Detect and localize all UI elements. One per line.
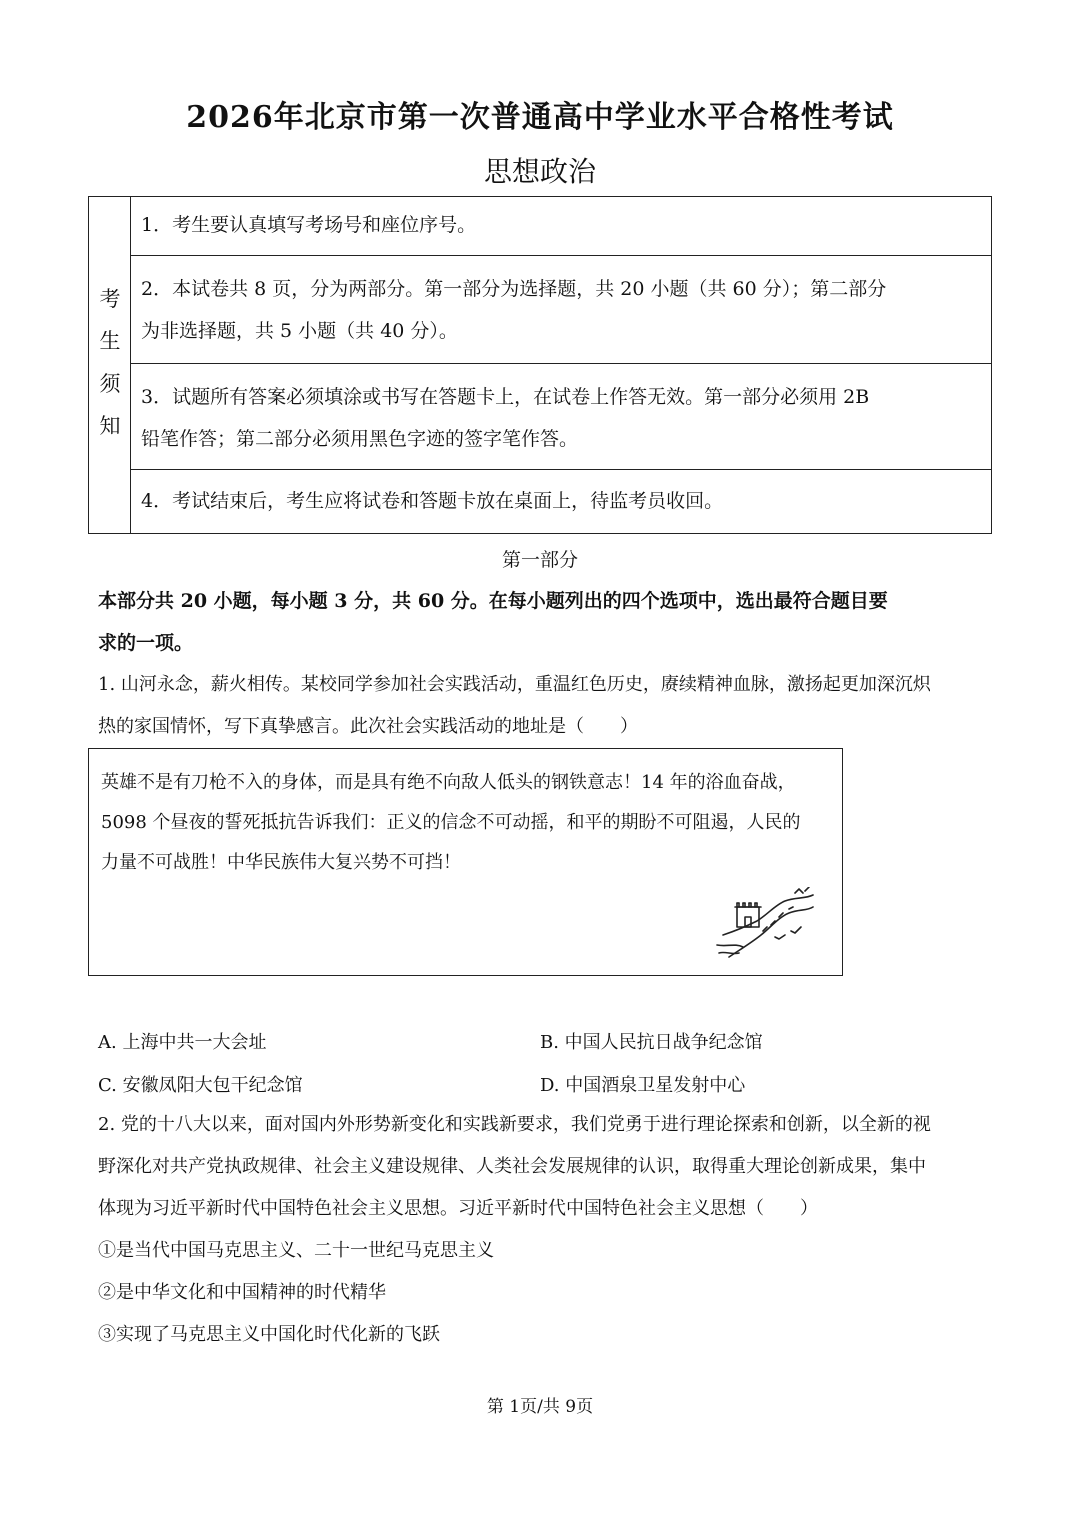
- q1-quote-box: [88, 748, 843, 976]
- q2-line: 体现为习近平新时代中国特色社会主义思想。习近平新时代中国特色社会主义思想（ ）: [98, 1198, 818, 1219]
- q2-statement-1: ①是当代中国马克思主义、二十一世纪马克思主义: [98, 1240, 494, 1261]
- page-number: 第 1页/共 9页: [486, 1397, 594, 1417]
- notice-item-3-line1: 3．试题所有答案必须填涂或书写在答题卡上，在试卷上作答无效。第一部分必须用 2B: [141, 386, 870, 408]
- notice-side-label: [89, 197, 131, 533]
- question-2-stem: [98, 1104, 988, 1356]
- notice-item-1: 1．考生要认真填写考场号和座位序号。: [141, 214, 477, 236]
- quote-line: 力量不可战胜！中华民族伟大复兴势不可挡！: [101, 852, 461, 873]
- notice-table: [88, 196, 992, 534]
- q1-line2: 热的家国情怀，写下真挚感言。此次社会实践活动的地址是（ ）: [98, 716, 638, 737]
- quote-line: 5098 个昼夜的誓死抵抗告诉我们：正义的信念不可动摇，和平的期盼不可阻遏，人民的: [101, 812, 801, 833]
- q1-quote-text: [101, 763, 829, 883]
- notice-item-2-line2: 为非选择题，共 5 小题（共 40 分）。: [141, 320, 458, 342]
- q2-statement-3: ③实现了马克思主义中国化时代化新的飞跃: [98, 1324, 440, 1345]
- subject-title: 思想政治: [483, 155, 596, 188]
- part-heading: 第一部分: [501, 549, 578, 571]
- question-1-stem: [98, 664, 988, 748]
- q1-option-b: B. 中国人民抗日战争纪念馆: [540, 1032, 763, 1053]
- q2-line: 野深化对共产党执政规律、社会主义建设规律、人类社会发展规律的认识，取得重大理论创新成果，集中: [98, 1156, 926, 1177]
- instruction-line1: 本部分共 20 小题，每小题 3 分，共 60 分。在每小题列出的四个选项中，选出最符合题目要: [98, 590, 888, 612]
- notice-item-3-line2: 铅笔作答；第二部分必须用黑色字迹的签字笔作答。: [141, 428, 579, 450]
- side-char: 知: [99, 414, 121, 438]
- q2-line: 2. 党的十八大以来，面对国内外形势新变化和实践新要求，我们党勇于进行理论探索和创新，以全新的视: [98, 1114, 931, 1135]
- instruction-line2: 求的一项。: [98, 632, 194, 654]
- quote-line: 英雄不是有刀枪不入的身体，而是具有绝不向敌人低头的钢铁意志！14 年的浴血奋战，: [101, 772, 796, 793]
- q1-option-a: A. 上海中共一大会址: [98, 1032, 267, 1053]
- q1-option-c: C. 安徽凤阳大包干纪念馆: [98, 1075, 303, 1096]
- part-instruction: [98, 580, 988, 664]
- notice-item-4: 4．考试结束后，考生应将试卷和答题卡放在桌面上，待监考员收回。: [131, 469, 991, 533]
- notice-item-2-line1: 2．本试卷共 8 页，分为两部分。第一部分为选择题，共 20 小题（共 60 分）；第二部分: [141, 278, 887, 300]
- q1-option-d: D. 中国酒泉卫星发射中心: [540, 1075, 746, 1096]
- side-char: 须: [99, 372, 121, 396]
- great-wall-icon: [715, 887, 815, 963]
- side-char: 生: [99, 329, 121, 353]
- side-char: 考: [99, 287, 121, 311]
- exam-title: 2026年北京市第一次普通高中学业水平合格性考试: [186, 100, 894, 135]
- notice-item-3: [131, 363, 991, 469]
- q2-statement-2: ②是中华文化和中国精神的时代精华: [98, 1282, 386, 1303]
- notice-item-2: [131, 255, 991, 363]
- q1-line1: 1. 山河永念，薪火相传。某校同学参加社会实践活动，重温红色历史，赓续精神血脉，激扬起更加深沉炽: [98, 674, 931, 695]
